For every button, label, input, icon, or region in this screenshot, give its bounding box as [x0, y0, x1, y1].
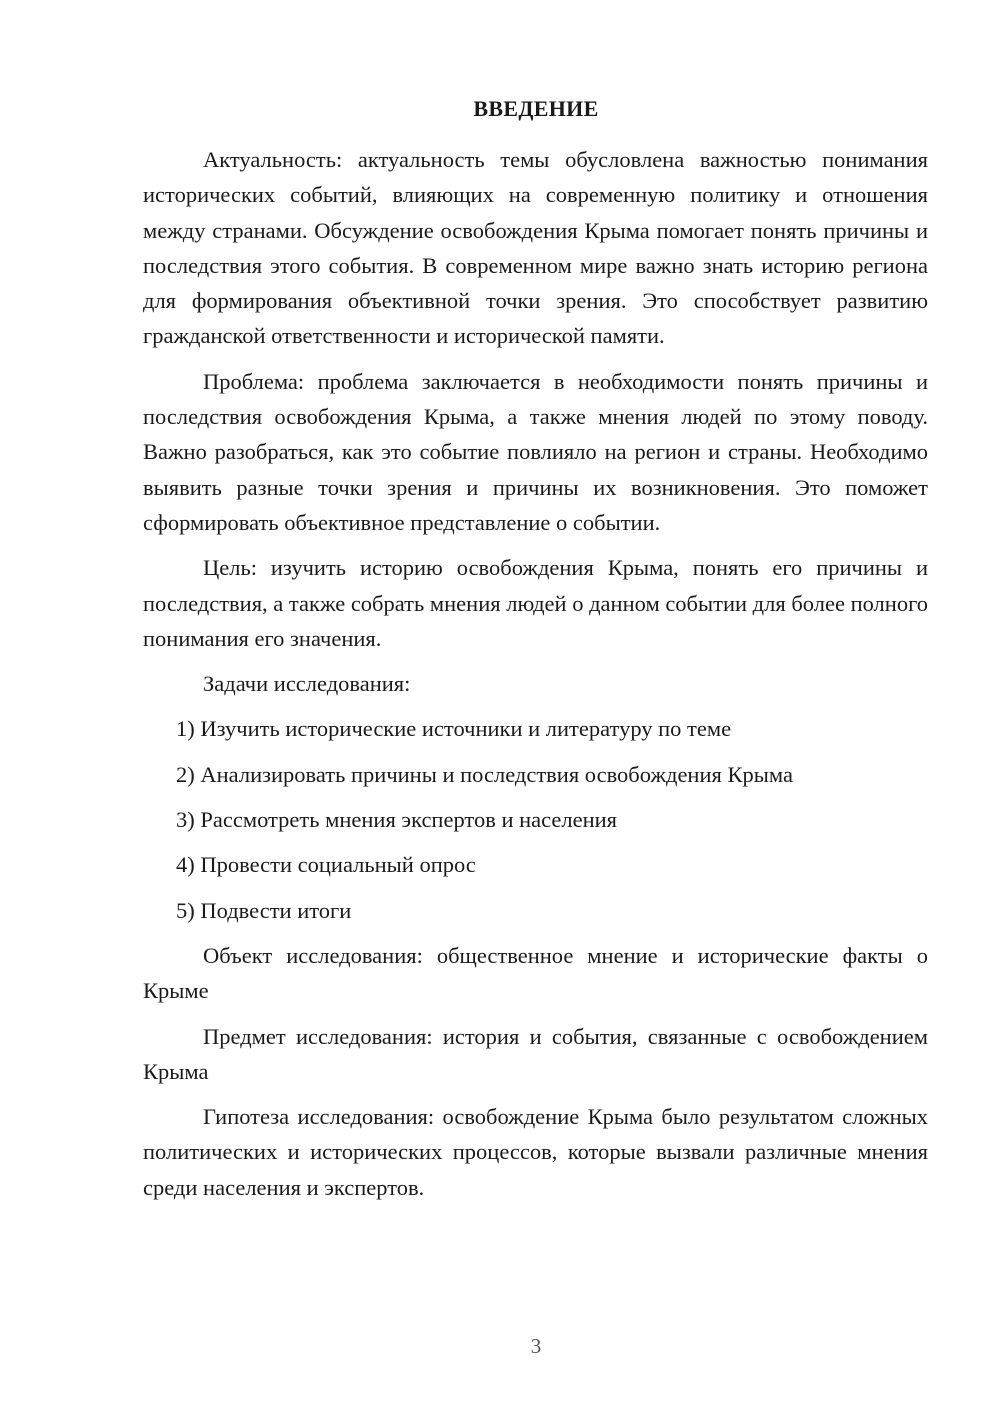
- paragraph-object: Объект исследования: общественное мнение и исторические факты о Крыме: [143, 942, 928, 1004]
- list-item: 4) Провести социальный опрос: [176, 852, 476, 878]
- document-body: [143, 142, 928, 1215]
- paragraph-problem: Проблема: проблема заключается в необходимости понять причины и последствия освобождения Крыма, а также мнения людей по этому поводу. Важно разобраться, как это событие повлияло на регион и страны. Необходимо выявить разные точки зрения и причины их возникновения. Это поможет сформировать объективное представление о событии.: [143, 368, 928, 535]
- list-item: 1) Изучить исторические источники и литературу по теме: [176, 716, 732, 742]
- list-item: 5) Подвести итоги: [176, 897, 352, 923]
- paragraph-goal: Цель: изучить историю освобождения Крыма, понять его причины и последствия, а также собрать мнения людей о данном событии для более полного понимания его значения.: [143, 555, 928, 651]
- paragraph-subject: Предмет исследования: история и события, связанные с освобождением Крыма: [143, 1023, 928, 1084]
- page-title: ВВЕДЕНИЕ: [473, 96, 599, 121]
- page-number: 3: [530, 1334, 542, 1358]
- paragraph-relevance: Актуальность: актуальность темы обусловлена важностью понимания исторических событий, влияющих на современную политику и отношения между странами. Обсуждение освобождения Крыма помогает понять причины и последствия этого события. В современном мире важно знать историю региона для формирования объективной точки зрения. Это способствует развитию гражданской ответственности и исторической памяти.: [143, 147, 928, 349]
- task-list: [143, 711, 928, 927]
- list-item: 2) Анализировать причины и последствия освобождения Крыма: [176, 761, 793, 787]
- paragraph-tasks-heading: Задачи исследования:: [203, 671, 411, 697]
- list-item: 3) Рассмотреть мнения экспертов и населения: [176, 807, 618, 833]
- paragraph-hypothesis: Гипотеза исследования: освобождение Крыма было результатом сложных политических и исторических процессов, которые вызвали различные мнения среди населения и экспертов.: [143, 1104, 928, 1200]
